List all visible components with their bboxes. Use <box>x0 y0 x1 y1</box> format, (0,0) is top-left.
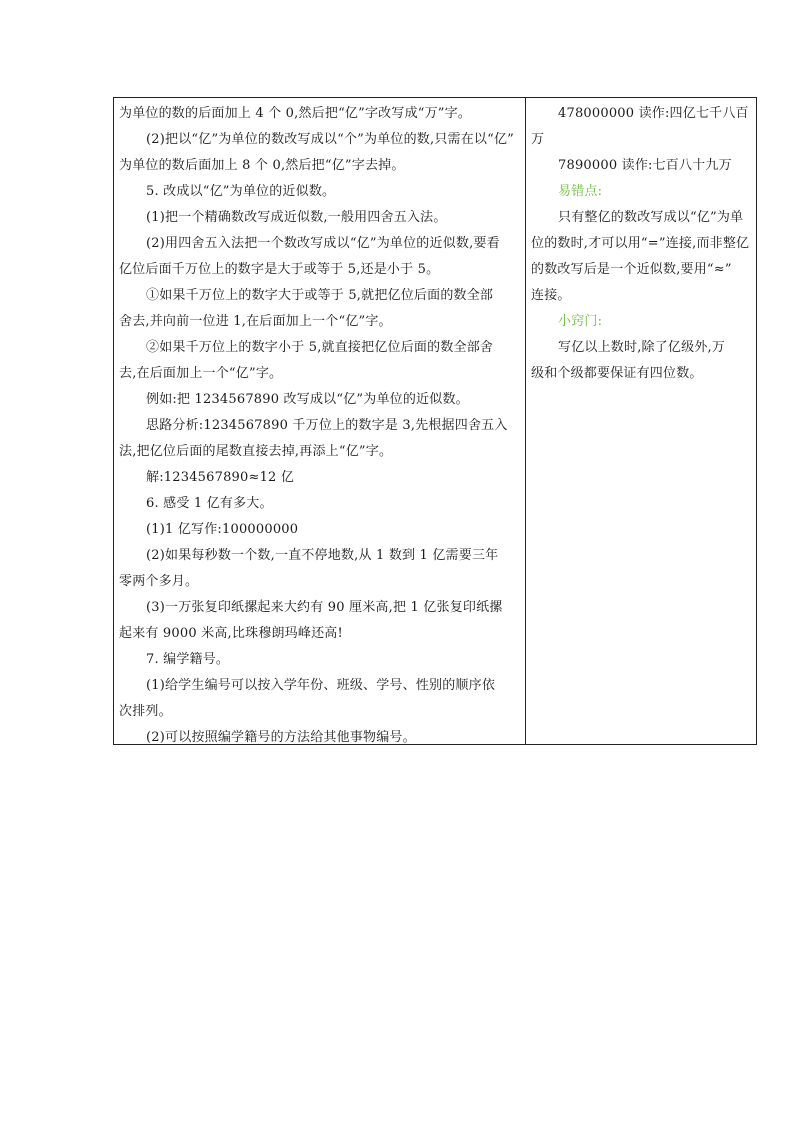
text-line: 零两个多月。 <box>119 574 199 589</box>
example-line: 例如:把 1234567890 改写成以“亿”为单位的近似数。 <box>146 392 469 407</box>
text-line: 只有整亿的数改写成以“亿”为单 <box>558 210 744 225</box>
column-divider <box>525 98 526 744</box>
content-table <box>113 97 757 745</box>
text-line: 起来有 9000 米高,比珠穆朗玛峰还高! <box>119 626 343 641</box>
text-line: 位的数时,才可以用“=”连接,而非整亿 <box>531 236 750 251</box>
solution-line: 解:1234567890≈12 亿 <box>146 470 295 485</box>
text-line: 次排列。 <box>119 704 172 719</box>
text-line: (3)一万张复印纸摞起来大约有 90 厘米高,把 1 亿张复印纸摞 <box>146 600 503 615</box>
text-line: (2)把以“亿”为单位的数改写成以“个”为单位的数,只需在以“亿” <box>146 132 515 147</box>
analysis-line: 思路分析:1234567890 千万位上的数字是 3,先根据四舍五入 <box>146 418 508 433</box>
section-heading: 7. 编学籍号。 <box>146 652 230 667</box>
tip-heading: 小窍门: <box>558 314 603 329</box>
text-line: 舍去,并向前一位进 1,在后面加上一个“亿”字。 <box>119 314 392 329</box>
text-line: 为单位的数的后面加上 4 个 0,然后把“亿”字改写成“万”字。 <box>119 106 472 121</box>
section-heading: 6. 感受 1 亿有多大。 <box>146 496 273 511</box>
text-line: 万 <box>531 132 545 147</box>
text-line: ①如果千万位上的数字大于或等于 5,就把亿位后面的数全部 <box>146 288 494 303</box>
text-line: 级和个级都要保证有四位数。 <box>531 366 703 381</box>
text-line: (1)1 亿写作:100000000 <box>146 522 299 537</box>
text-line: (1)把一个精确数改写成近似数,一般用四舍五入法。 <box>146 210 447 225</box>
text-line: 连接。 <box>531 288 571 303</box>
text-line: ②如果千万位上的数字小于 5,就直接把亿位后面的数全部舍 <box>146 340 494 355</box>
text-line: (2)可以按照编学籍号的方法给其他事物编号。 <box>146 730 416 745</box>
text-line: 7890000 读作:七百八十九万 <box>558 158 732 173</box>
text-line: 为单位的数后面加上 8 个 0,然后把“亿”字去掉。 <box>119 158 405 173</box>
text-line: 去,在后面加上一个“亿”字。 <box>119 366 283 381</box>
section-heading: 5. 改成以“亿”为单位的近似数。 <box>146 184 336 199</box>
text-line: 亿位后面千万位上的数字是大于或等于 5,还是小于 5。 <box>119 262 440 277</box>
text-line: 的数改写后是一个近似数,要用“≈” <box>531 262 732 277</box>
text-line: 478000000 读作:四亿七千八百 <box>558 106 749 121</box>
text-line: (1)给学生编号可以按入学年份、班级、学号、性别的顺序依 <box>146 678 496 693</box>
text-line: (2)如果每秒数一个数,一直不停地数,从 1 数到 1 亿需要三年 <box>146 548 499 563</box>
text-line: 法,把亿位后面的尾数直接去掉,再添上“亿”字。 <box>119 444 393 459</box>
text-line: (2)用四舍五入法把一个数改写成以“亿”为单位的近似数,要看 <box>146 236 500 251</box>
error-prone-heading: 易错点: <box>558 184 603 199</box>
text-line: 写亿以上数时,除了亿级外,万 <box>558 340 726 355</box>
